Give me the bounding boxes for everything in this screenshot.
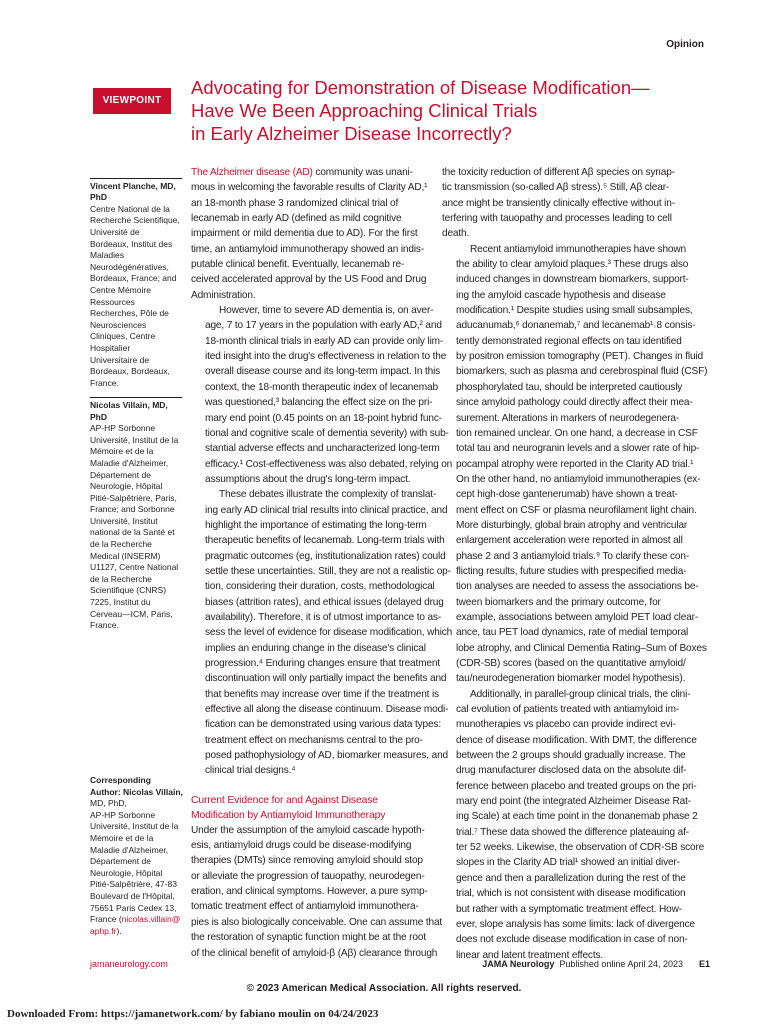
text-line: lobe atrophy, and Clinical Dementia Rating–Sum of Boxes — [456, 642, 707, 654]
text-line: tion analyses are needed to assess the associations be- — [456, 581, 699, 593]
text-line: Recent antiamyloid immunotherapies have shown — [470, 243, 686, 255]
corresponding-line: Département de — [90, 856, 151, 867]
section-heading — [191, 793, 428, 823]
text-run: an 18-month phase 3 randomized clinical trial of — [191, 197, 399, 209]
paragraph — [191, 165, 428, 303]
text-line: 18-month clinical trials in early AD can provide only lim- — [205, 335, 444, 347]
author-sidebar — [90, 178, 182, 640]
affiliation-line: Recherches, Pôle de — [90, 308, 169, 319]
affiliation-line: Université, Institut de la — [90, 434, 179, 445]
text-run: time, an antiamyloid immunotherapy showed an indis- — [191, 243, 425, 255]
text-line: implies an enduring change in the disease's clinical — [205, 642, 426, 654]
text-line: between the 2 groups should gradually increase. The — [456, 750, 686, 762]
text-line: of the clinical benefit of amyloid-β (Aβ) clearance through — [191, 947, 438, 959]
corresponding-line: Université, Institut de la — [90, 821, 179, 832]
affiliation-line: de la Recherche — [90, 539, 152, 550]
affiliation-line: national de la Santé et — [90, 527, 175, 538]
lead-in-text: The Alzheimer disease (AD) — [191, 167, 313, 178]
affiliation-line: Hospitalier — [90, 342, 131, 353]
affiliation-line: Mémoire et de la — [90, 446, 154, 457]
text-line: pragmatic outcomes (eg, institutionalization rates) could — [205, 550, 446, 562]
text-line: ter 52 weeks. Likewise, the observation of CDR-SB score — [456, 842, 705, 854]
author-name-line: PhD — [90, 192, 107, 203]
text-line — [191, 180, 428, 195]
email-link[interactable]: nicolas.villain@ — [121, 914, 181, 925]
text-line: Additionally, in parallel-group clinical trials, the clini- — [470, 688, 691, 700]
corresponding-heading: Corresponding — [90, 775, 151, 785]
text-line: biases (attrition rates), and ethical issues (delayed drug — [205, 596, 444, 608]
text-line: ance, tau PET load dynamics, rate of medial temporal — [456, 627, 689, 639]
text-run: impairment or mild dementia due to AD). For the first — [191, 228, 418, 240]
author-name — [90, 181, 182, 204]
text-line: fication can be demonstrated using various data types: — [205, 719, 441, 731]
text-line: cept high-dose gantenerumab) have shown a treat- — [456, 489, 678, 501]
text-line: These debates illustrate the complexity of translat- — [219, 489, 437, 501]
text-line: death. — [442, 228, 470, 240]
text-line — [191, 211, 428, 226]
journal-name: JAMA Neurology — [482, 959, 555, 969]
text-line: treatment effect on mechanisms central to the pro- — [205, 734, 423, 746]
paragraph — [191, 487, 453, 779]
journal-footer — [482, 959, 710, 969]
author-name — [90, 400, 182, 423]
text-line: tently demonstrated regional effects on tau identified — [456, 335, 682, 347]
author-name-line: Vincent Planche, MD, — [90, 181, 176, 191]
text-line: that benefits may increase over time if the treatment is — [205, 688, 439, 700]
affiliation-line: France. — [90, 620, 119, 631]
text-line: progression.⁴ Enduring changes ensure that treatment — [205, 658, 441, 669]
text-line: cal evolution of patients treated with antiamyloid im- — [456, 704, 680, 716]
title-line: in Early Alzheimer Disease Incorrectly? — [191, 123, 512, 144]
text-line: slopes in the Clarity AD trial¹ showed an initial diver- — [456, 857, 680, 869]
text-line: context, the 18-month therapeutic index of lecanemab — [205, 381, 438, 393]
text-line: total tau and neurogranin levels and a slower rate of hip- — [456, 443, 700, 455]
corresponding-line: AP-HP Sorbonne — [90, 809, 156, 820]
affiliation-line: Bordeaux, France; and — [90, 273, 177, 284]
publication-date: Published online April 24, 2023 — [559, 959, 683, 969]
corresponding-email-line — [90, 926, 182, 938]
text-line: dence of disease modification. With DMT, the difference — [456, 734, 697, 746]
text-line: tic transmission (so-called Aβ stress).⁵ Still, Aβ clear- — [442, 182, 670, 194]
text-line: On the other hand, no antiamyloid immunotherapies (ex- — [456, 473, 701, 485]
affiliation-line: Cerveau—ICM, Paris, — [90, 608, 173, 619]
text-line: or alleviate the progression of tauopathy, neurodegen- — [191, 870, 425, 882]
text-line: esis, antiamyloid drugs could be disease-modifying — [191, 840, 412, 852]
text-run: lecanemab in early AD (defined as mild cognitive — [191, 213, 402, 225]
affiliation-line: U1127, Centre National — [90, 562, 179, 573]
text-line: age, 7 to 17 years in the population with early AD,² and — [205, 320, 442, 332]
affiliation-line: Universitaire de — [90, 354, 150, 365]
affiliation-line: Maladies — [90, 250, 125, 261]
text-line: mary end point (0.45 points on an 18-point hybrid func- — [205, 412, 442, 424]
affiliation-line: Centre Mémoire — [90, 284, 151, 295]
text-run: ceived accelerated approval by the US Food and Drug — [191, 274, 427, 286]
text-line — [191, 165, 428, 180]
heading-line: Modification by Antiamyloid Immunotherapy — [191, 809, 386, 821]
affiliation-line: Recherche Scientifique, — [90, 215, 180, 226]
viewpoint-badge: VIEWPOINT — [93, 88, 171, 114]
text-line: ance might be transiently clinically effective without in- — [442, 197, 675, 209]
paragraph — [191, 823, 443, 961]
text-line: therapeutic benefits of lecanemab. Long-term trials with — [205, 535, 445, 547]
affiliation-line: Medical (INSERM) — [90, 550, 161, 561]
affiliation-line: Université de — [90, 227, 140, 237]
text-line: therapies (DMTs) since removing amyloid should stop — [191, 855, 423, 867]
text-line: ment effect on CSF or plasma neurofilament light chain. — [456, 504, 697, 516]
text-run: putable clinical benefit. Eventually, lecanemab re- — [191, 259, 405, 271]
text-line: trial, which is not consistent with disease modification — [456, 888, 686, 900]
text-line: overall disease course and its long-term impact. In this — [205, 366, 441, 378]
paragraph — [442, 242, 708, 687]
text-line: was questioned,³ balancing the effect size on the pri- — [205, 397, 433, 409]
text-line: (CDR-SB) scores (based on the quantitative amyloid/ — [456, 658, 686, 669]
divider — [90, 397, 182, 398]
text-line: by positron emission tomography (PET). Changes in fluid — [456, 351, 704, 363]
text-line: mary end point (the integrated Alzheimer Disease Rat- — [456, 796, 691, 808]
text-line — [191, 257, 428, 272]
email-suffix: ). — [116, 925, 122, 936]
corresponding-line: Maladie d'Alzheimer, — [90, 844, 169, 855]
text-line: Under the assumption of the amyloid cascade hypoth- — [191, 824, 425, 836]
title-line: Have We Been Approaching Clinical Trials — [191, 100, 538, 121]
affiliation-line: Scientifique (CNRS) — [90, 585, 167, 596]
text-line: tional and cognitive scale of dementia severity) with sub- — [205, 427, 449, 439]
affiliation-line: de la Recherche — [90, 573, 152, 584]
text-line: tomatic treatment effect of antiamyloid immunothera- — [191, 901, 419, 913]
corresponding-line: Mémoire et de la — [90, 832, 154, 843]
text-line: ing the amyloid cascade hypothesis and disease — [456, 289, 666, 301]
text-line: phase 2 and 3 antiamyloid trials.⁹ To clarify these con- — [456, 550, 690, 562]
affiliation-line: 7225, Institut du — [90, 597, 151, 608]
corresponding-line: Neurologie, Hôpital — [90, 867, 163, 878]
text-line: does not exclude disease modification in case of non- — [456, 934, 688, 946]
author-block — [90, 178, 182, 389]
affiliation-line: AP-HP Sorbonne — [90, 423, 156, 434]
text-line: assumptions about the drug's long-term impact. — [205, 473, 411, 485]
text-line: the ability to clear amyloid plaques.³ These drugs also — [456, 259, 689, 271]
email-prefix: France ( — [90, 914, 122, 925]
corresponding-author — [90, 775, 182, 937]
text-line: ference between placebo and treated groups on the pri- — [456, 780, 697, 792]
text-line: posed pathophysiology of AD, biomarker measures, and — [205, 750, 449, 762]
text-line: flicting results, future studies with prespecified media- — [456, 565, 687, 577]
text-line: discontinuation will only partially impact the benefits and — [205, 673, 447, 685]
text-line: However, time to severe AD dementia is, on aver- — [219, 305, 434, 317]
affiliation-line: France. — [90, 377, 119, 388]
body-column-1 — [191, 165, 453, 961]
text-line: stantial adverse effects and uncharacterized long-term — [205, 443, 440, 455]
text-line: ever, slope analysis has some limits: lack of divergence — [456, 918, 696, 930]
text-line: since amyloid pathology could directly affect their mea- — [456, 397, 693, 409]
text-line: example, associations between amyloid PET load clear- — [456, 611, 699, 623]
text-line: ing early AD clinical trial results into clinical practice, and — [205, 504, 448, 516]
text-line — [191, 288, 428, 303]
divider — [90, 178, 182, 179]
affiliation-line: Ressources — [90, 296, 135, 307]
text-line: aducanumab,⁶ donanemab,⁷ and lecanemab¹˒8 consis- — [456, 320, 696, 332]
text-line: but rather with a symptomatic treatment effect. How- — [456, 903, 682, 915]
text-run: community was unani- — [312, 167, 413, 178]
affiliation-line: Neurosciences — [90, 319, 147, 330]
text-line — [191, 272, 428, 287]
affiliation-line: Neurologie, Hôpital — [90, 481, 163, 492]
affiliation-line: Université, Institut — [90, 515, 158, 526]
text-line: tion, considering their duration, costs, methodological — [205, 581, 435, 593]
author-block — [90, 397, 182, 632]
text-line: pies is also biologically conceivable. One can assume that — [191, 916, 443, 928]
affiliation-line: Pitié-Salpêtrière, Paris, — [90, 492, 177, 503]
text-line: tion remained unclear. On one hand, a decrease in CSF — [456, 427, 698, 439]
affiliation-line: Département de — [90, 469, 151, 480]
corresponding-line: Pitié-Salpêtrière, 47-83 — [90, 879, 177, 890]
copyright-notice: © 2023 American Medical Association. All rights reserved. — [246, 983, 522, 994]
text-line: modification.¹ Despite studies using small subsamples, — [456, 305, 693, 317]
affiliation-line: Neurodégénératives, — [90, 261, 169, 272]
text-line: eration, and clinical symptoms. However, a pure symp- — [191, 886, 428, 898]
text-line: biomarkers, such as plasma and cerebrospinal fluid (CSF) — [456, 366, 708, 378]
paragraph — [442, 165, 679, 242]
affiliation-line: France; and Sorbonne — [90, 504, 175, 515]
text-line: trial.⁷ These data showed the difference plateauing af- — [456, 826, 689, 838]
affiliation-line: Bordeaux, Institut des — [90, 238, 173, 249]
text-line — [191, 226, 428, 241]
corresponding-email-line — [90, 914, 182, 926]
author-name-line: PhD — [90, 411, 107, 422]
text-line: drug manufacturer disclosed data on the absolute dif- — [456, 765, 687, 777]
paragraph — [442, 687, 705, 963]
text-line: munotherapies vs placebo can provide indirect evi- — [456, 719, 676, 731]
text-line: the toxicity reduction of different Aβ species on synap- — [442, 167, 675, 178]
title-line: Advocating for Demonstration of Disease Modification— — [191, 77, 650, 98]
text-line: tau/neurodegeneration biomarker model hypothesis). — [456, 673, 686, 685]
text-line: induced changes in downstream biomarkers, support- — [456, 274, 689, 286]
text-line: More disturbingly, global brain atrophy and ventricular — [456, 519, 688, 531]
text-line: terfering with tauopathy and processes leading to cell — [442, 213, 672, 225]
text-line: ing Scale) at each time point in the donanemab phase 2 — [456, 811, 698, 823]
corresponding-line: MD, PhD, — [90, 798, 127, 809]
affiliation-line: Maladie d'Alzheimer, — [90, 457, 169, 468]
author-affiliation — [90, 204, 182, 390]
text-line — [191, 196, 428, 211]
corresponding-line: 75651 Paris Cedex 13, — [90, 902, 177, 913]
text-line: clinical trial designs.⁴ — [205, 765, 296, 777]
text-line: linear and latent treatment effects. — [456, 949, 604, 961]
affiliation-line: Bordeaux, Bordeaux, — [90, 366, 170, 377]
paragraph — [191, 303, 453, 487]
text-line: pocampal atrophy were reported in the Clarity AD trial.¹ — [456, 458, 694, 470]
section-label: Opinion — [666, 39, 704, 50]
text-line: availability). Therefore, it is of utmost importance to as- — [205, 611, 442, 623]
article-title — [191, 76, 691, 145]
affiliation-line: Cliniques, Centre — [90, 331, 156, 342]
text-line: phosphorylated tau, should be interpreted cautiously — [456, 381, 683, 393]
affiliation-line: Centre National de la — [90, 203, 170, 214]
text-line: settle these uncertainties. Still, they are not a realistic op- — [205, 565, 451, 577]
text-run: mous in welcoming the favorable results of Clarity AD,¹ — [191, 182, 428, 194]
text-line: ited insight into the drug's effectiveness in relation to the — [205, 351, 447, 363]
text-line: highlight the importance of estimating the long-term — [205, 519, 427, 531]
page-number: E1 — [698, 959, 710, 969]
text-line: gence and then a parallelization during the rest of the — [456, 872, 686, 884]
text-line: enlargement acceleration were reported in almost all — [456, 535, 683, 547]
text-line — [191, 242, 428, 257]
text-line: effective all along the disease continuum. Disease modi- — [205, 704, 449, 716]
download-notice: Downloaded From: https://jamanetwork.com/ by fabiano moulin on 04/24/2023 — [7, 1008, 379, 1020]
website-link[interactable]: jamaneurology.com — [90, 959, 168, 969]
author-name-line: Nicolas Villain, MD, — [90, 400, 168, 411]
email-link[interactable]: aphp.fr — [90, 925, 117, 936]
text-line: sess the level of evidence for disease modification, which — [205, 627, 453, 639]
heading-line: Current Evidence for and Against Disease — [191, 794, 378, 806]
body-column-2 — [442, 165, 708, 963]
text-line: efficacy.¹ Cost-effectiveness was also debated, relying on — [205, 458, 453, 470]
corresponding-line: Author: Nicolas Villain, — [90, 786, 183, 797]
author-affiliation — [90, 423, 182, 632]
corresponding-line: Boulevard de l'Hôpital, — [90, 890, 175, 901]
text-run: Administration. — [191, 289, 256, 301]
text-line: surement. Alterations in markers of neurodegenera- — [456, 412, 680, 424]
text-line: tween biomarkers and the primary outcome, for — [456, 596, 661, 608]
text-line: the restoration of synaptic function might be at the root — [191, 932, 426, 944]
